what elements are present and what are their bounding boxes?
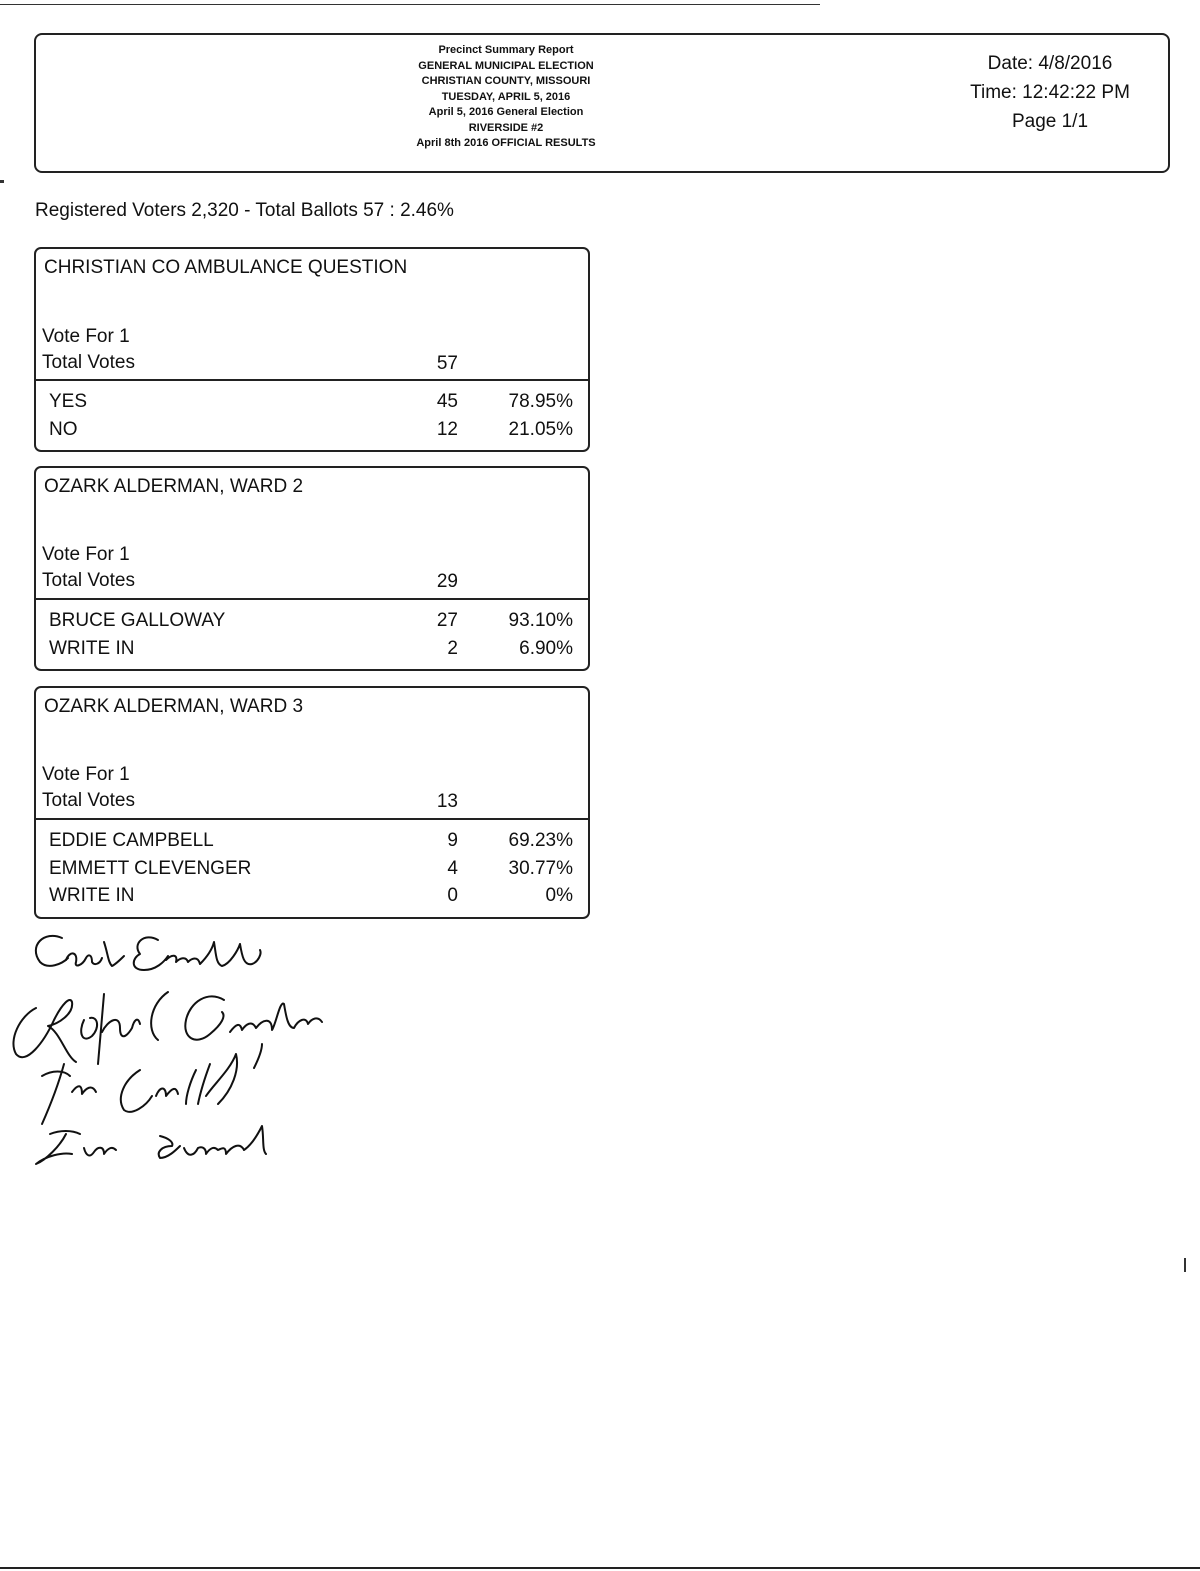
choice-row [36, 638, 588, 666]
choice-name: YES [49, 391, 88, 412]
total-votes-value: 29 [436, 571, 458, 592]
contest-divider [36, 598, 588, 600]
page-number: Page 1/1 [1011, 111, 1089, 132]
turnout-summary: Registered Voters 2,320 - Total Ballots 57 : 2.46% [35, 200, 454, 221]
signatures-drawing [0, 920, 360, 1180]
county-name: CHRISTIAN COUNTY, MISSOURI [421, 75, 591, 87]
election-label: April 5, 2016 General Election [428, 106, 584, 118]
choice-row [36, 419, 588, 447]
contest-box-ambulance-question [34, 247, 590, 452]
choice-votes: 27 [436, 610, 458, 631]
choice-name: NO [49, 419, 78, 440]
vote-for-label: Vote For 1 [42, 326, 130, 347]
choice-row [36, 885, 588, 913]
contest-box-ward-3 [34, 686, 590, 919]
vote-for-label: Vote For 1 [42, 764, 130, 785]
choice-votes: 0 [447, 885, 458, 906]
signature-3 [42, 1044, 262, 1124]
choice-percent: 78.95% [508, 391, 573, 412]
choice-votes: 2 [447, 638, 458, 659]
report-header [34, 33, 1170, 173]
election-date: TUESDAY, APRIL 5, 2016 [441, 90, 571, 103]
total-votes-label: Total Votes [42, 570, 135, 591]
report-date: Date: 4/8/2016 [987, 53, 1113, 74]
signature-4 [36, 1126, 266, 1164]
scan-border-bottom [0, 1567, 1200, 1569]
report-title: Precinct Summary Report [438, 44, 574, 56]
choice-name: EDDIE CAMPBELL [49, 830, 214, 851]
choice-name: WRITE IN [49, 885, 135, 906]
report-meta [940, 49, 1160, 136]
vote-for-label: Vote For 1 [42, 544, 130, 565]
choice-percent: 21.05% [508, 419, 573, 440]
choice-row [36, 610, 588, 638]
contest-divider [36, 818, 588, 820]
choice-votes: 45 [436, 391, 458, 412]
report-title-block [336, 43, 676, 152]
choice-percent: 0% [545, 885, 573, 906]
choice-name: EMMETT CLEVENGER [49, 858, 252, 879]
scan-border-top [0, 4, 820, 5]
choice-row [36, 858, 588, 886]
choice-row [36, 391, 588, 419]
signature-block [0, 920, 360, 1180]
choice-percent: 30.77% [508, 858, 573, 879]
contest-title: OZARK ALDERMAN, WARD 2 [44, 476, 304, 497]
contest-title: OZARK ALDERMAN, WARD 3 [44, 696, 304, 717]
choice-votes: 9 [447, 830, 458, 851]
choice-name: WRITE IN [49, 638, 135, 659]
signature-2 [13, 992, 322, 1064]
scan-mark [0, 180, 4, 183]
signature-1 [36, 936, 261, 970]
precinct-name: RIVERSIDE #2 [468, 121, 544, 134]
choice-row [36, 830, 588, 858]
contest-box-ward-2 [34, 466, 590, 671]
election-name: GENERAL MUNICIPAL ELECTION [418, 59, 594, 72]
scan-mark [1184, 1258, 1186, 1272]
choice-percent: 93.10% [508, 610, 573, 631]
choice-percent: 69.23% [508, 830, 573, 851]
choice-votes: 4 [447, 858, 458, 879]
total-votes-label: Total Votes [42, 352, 135, 373]
total-votes-value: 13 [436, 791, 458, 812]
contest-title: CHRISTIAN CO AMBULANCE QUESTION [44, 257, 408, 278]
choice-percent: 6.90% [519, 638, 573, 659]
choice-name: BRUCE GALLOWAY [49, 610, 226, 631]
results-label: April 8th 2016 OFFICIAL RESULTS [416, 137, 596, 149]
total-votes-value: 57 [436, 353, 458, 374]
choice-votes: 12 [436, 419, 458, 440]
total-votes-label: Total Votes [42, 790, 135, 811]
report-time: Time: 12:42:22 PM [970, 82, 1130, 103]
contest-divider [36, 379, 588, 381]
